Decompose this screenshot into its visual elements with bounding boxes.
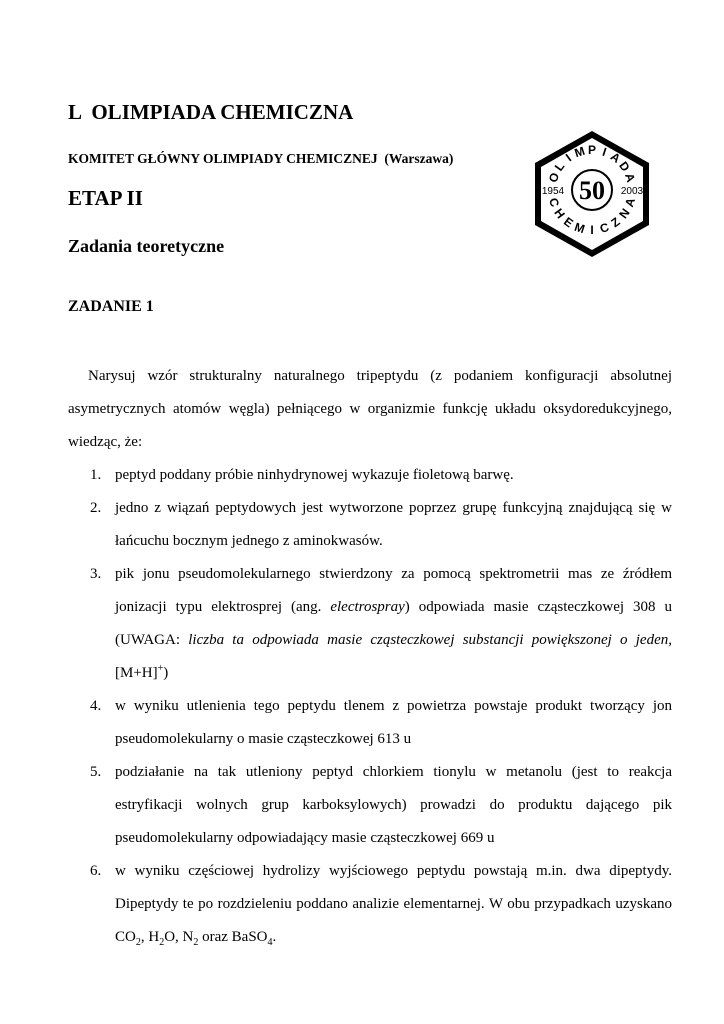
olympiad-logo [530, 128, 654, 260]
item-text-italic: electrospray [330, 599, 405, 615]
list-item [68, 459, 672, 492]
item-number: 1. [90, 467, 102, 483]
task-intro: Narysuj wzór strukturalny naturalnego tripeptydu (z podaniem konfiguracji absolutnej asymetrycznych atomów węgla) pełniącego w organizmie funkcję układu oksydoredukcyjnego, wiedząc, że: [68, 368, 672, 450]
logo-top-letter: L [551, 159, 568, 174]
logo-top-letter: I [563, 150, 574, 165]
item-text-part: ) odpowiada masie cząsteczkowej 308 u (UWAGA: [115, 599, 672, 648]
item-number: 4. [90, 698, 102, 714]
formula-part: . [272, 929, 277, 945]
logo-bottom-letter: C [598, 220, 611, 236]
list-item [68, 855, 672, 954]
task-heading: ZADANIE 1 [68, 298, 154, 315]
page-title: L OLIMPIADA CHEMICZNA [68, 100, 354, 124]
item-number: 3. [90, 566, 102, 582]
logo-bottom-letter: I [590, 223, 594, 237]
item-formula: [M+H] [115, 665, 158, 681]
item-number: 5. [90, 764, 102, 780]
logo-bottom-letter: Z [608, 214, 623, 231]
formula-subscript: 2 [159, 937, 165, 948]
logo-bottom-letter: E [561, 214, 576, 231]
formula-part: CO [115, 929, 136, 945]
logo-top-letter: M [572, 143, 587, 161]
logo-top-letter: P [587, 143, 597, 157]
logo-top-letter: A [607, 149, 624, 166]
item-text: jedno z wiązań peptydowych jest wytworzone poprzez grupę funkcyjną znajdującą się w łańcuchu bocznym jednego z aminokwasów. [115, 500, 672, 549]
item-text: peptyd poddany próbie ninhydrynowej wykazuje fioletową barwę. [115, 467, 514, 483]
stage-heading: ETAP II [68, 186, 143, 210]
list-item [68, 492, 672, 558]
item-formula-charge: + [157, 663, 164, 674]
formula-part: , H [140, 929, 160, 945]
task-body [68, 360, 672, 954]
item-text: w wyniku utlenienia tego peptydu tlenem z powietrza powstaje produkt tworzący jon pseudomolekularny o masie cząsteczkowej 613 u [115, 698, 672, 747]
item-number: 6. [90, 863, 102, 879]
conditions-list [68, 459, 672, 954]
formula-part: O, N [164, 929, 194, 945]
logo-top-letter: I [600, 144, 609, 160]
section-subtitle: Zadania teoretyczne [68, 236, 225, 256]
committee-name: KOMITET GŁÓWNY OLIMPIADY CHEMICZNEJ (Warszawa) [68, 151, 454, 166]
logo-bottom-letter: N [616, 205, 633, 222]
list-item [68, 690, 672, 756]
formula-subscript: 2 [135, 937, 141, 948]
list-item [68, 558, 672, 690]
item-text-part: pik jonu pseudomolekularnego stwierdzony za pomocą spektrometrii mas ze źródłem jonizacji typu elektrosprej (ang. [115, 566, 672, 615]
logo-bottom-letter: H [551, 205, 568, 222]
item-text-part: ) [163, 665, 169, 681]
item-text: podziałanie na tak utleniony peptyd chlorkiem tionylu w metanolu (jest to reakcja estryfikacji wolnych grup karboksylowych) prowadzi do produktu dającego pik pseudomolekularny odpowiadający masie cząsteczkowej 669 u [115, 764, 672, 846]
list-item [68, 756, 672, 855]
logo-top-letter: O [545, 170, 563, 185]
logo-year-end: 2003 [620, 186, 644, 197]
logo-number: 50 [579, 176, 605, 205]
item-text: w wyniku częściowej hydrolizy wyjściowego peptydu powstają m.in. dwa dipeptydy. Dipeptydy te po rozdzieleniu poddano analizie elementarnej. W obu przypadkach uzyskano [115, 863, 672, 912]
logo-bottom-letter: A [622, 196, 638, 209]
logo-top-letter: A [622, 171, 638, 184]
item-note-italic: liczba ta odpowiada masie cząsteczkowej substancji powiększonej o jeden, [188, 632, 672, 648]
logo-bottom-letter: M [572, 219, 587, 237]
formula-subscript: 4 [267, 937, 273, 948]
logo-year-start: 1954 [541, 186, 565, 197]
formula-part: oraz BaSO [198, 929, 268, 945]
formula-subscript: 2 [193, 937, 199, 948]
logo-bottom-letter: C [546, 196, 562, 209]
logo-top-letter: D [616, 158, 633, 175]
item-number: 2. [90, 500, 102, 516]
